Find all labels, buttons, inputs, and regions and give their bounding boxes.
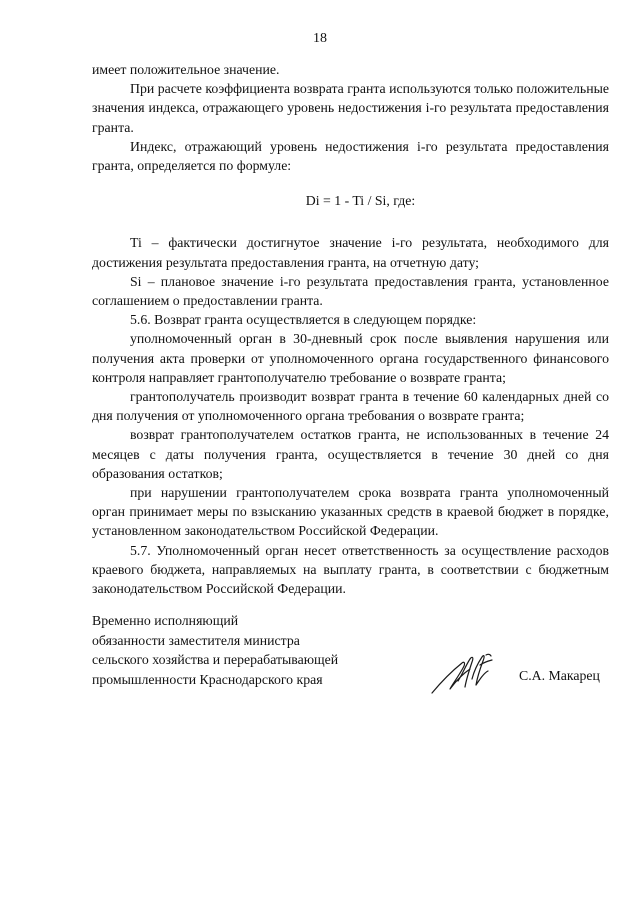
- definition-si: Si – плановое значение i-го результата предоставления гранта, установленное соглашением о предоставлении гранта.: [92, 273, 609, 309]
- formula: Di = 1 - Ti / Si, где:: [305, 193, 416, 209]
- section-5-6-item: при нарушении грантополучателем срока возврата гранта уполномоченный орган принимает меры по взысканию указанных средств в краевой бюджет в порядке, установленном законодательством Российской Федерации.: [92, 485, 609, 539]
- section-5-6-heading: 5.6. Возврат гранта осуществляется в следующем порядке:: [130, 312, 477, 328]
- signatory-position-line: обязанности заместителя министра: [92, 632, 300, 648]
- signatory-position-line: промышленности Краснодарского края: [92, 671, 323, 687]
- paragraph-continuation: имеет положительное значение.: [92, 62, 280, 77]
- section-5-6-item: возврат грантополучателем остатков гранта, не использованных в течение 24 месяцев с даты получения гранта, осуществляется в течение 30 дней со дня образования остатков;: [92, 427, 609, 481]
- document-body: [92, 60, 609, 598]
- section-5-7: 5.7. Уполномоченный орган несет ответственность за осуществление расходов краевого бюджета, направляемых на выплату гранта, в соответствии с бюджетным законодательством Российской Федерации.: [92, 542, 609, 597]
- signatory-position-line: Временно исполняющий: [92, 613, 239, 628]
- handwritten-signature-icon: [428, 651, 498, 697]
- paragraph-index-definition: Индекс, отражающий уровень недостижения i-го результата предоставления гранта, определяется по формуле:: [92, 138, 609, 174]
- signatory-position-line: сельского хозяйства и перерабатывающей: [92, 652, 339, 668]
- signer-name: С.А. Макарец: [519, 668, 600, 683]
- section-5-6-item: уполномоченный орган в 30-дневный срок после выявления нарушения или получения акта проверки от уполномоченного органа государственного финансового контроля направляет грантополучателю требование о возврате гранта;: [92, 331, 609, 385]
- signatory-position: [92, 611, 392, 689]
- definition-ti: Ti – фактически достигнутое значение i-го результата, необходимого для достижения результата предоставления гранта, на отчетную дату;: [92, 235, 609, 270]
- section-5-6-item: грантополучатель производит возврат гранта в течение 60 календарных дней со дня получения от уполномоченного органа требования о возврате гранта;: [92, 389, 609, 424]
- page-number: 18: [313, 31, 327, 46]
- paragraph-positive-values: При расчете коэффициента возврата гранта используются только положительные значения индекса, отражающего уровень недостижения i-го результата предоставления гранта.: [92, 81, 609, 135]
